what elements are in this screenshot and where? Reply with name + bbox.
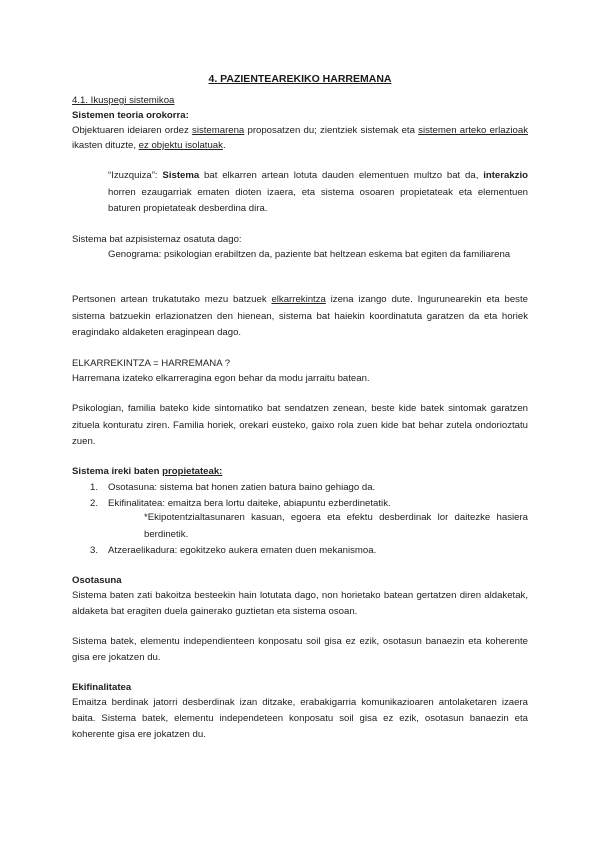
text: “Izuzquiza”: [108, 170, 163, 181]
underlined-term: sistemen arteko erlazioak [418, 125, 528, 136]
ekifinalitatea-heading: Ekifinalitatea [72, 682, 132, 693]
text: proposatzen du; zientziek sistemak eta [244, 125, 419, 136]
list-number: 1. [90, 482, 99, 493]
properties-heading [72, 464, 528, 479]
text: Sistema ireki baten [72, 466, 163, 477]
text: Objektuaren ideiaren ordez [72, 125, 193, 136]
osotasuna-heading: Osotasuna [72, 575, 122, 586]
list-note: *Ekipotentzialtasunaren kasuan, egoera eta efektu desberdinak lor daitezke hasiera berdinetik. [144, 512, 528, 540]
osotasuna-paragraph-2: Sistema batek, elementu independienteen konposatu soil gisa ez ezik, osotasun banaezin eta koherente gisa ere jokatzen du. [72, 636, 528, 663]
list-text: Osotasuna: sistema bat honen zatien batura baino gehiago da. [108, 482, 376, 493]
paragraph-psikologian: Psikologian, familia bateko kide sintomatiko bat sendatzen zenean, beste kide batek sintomak garatzen zituela konturatu ziren. Familia horiek, orekari eusteko, gaixo rola zuen kide bat behar zutela ondorioztatu zuen. [72, 403, 528, 447]
text: horren ezaugarriak ematen dioten izaera, eta sistema osoaren propietateak eta elementuen baturen propietateak desberdina dira. [108, 186, 528, 214]
ekifinalitatea-paragraph: Emaitza berdinak jatorri desberdinak izan ditzake, erabakigarria komunikazioaren antolaketaren izaera baita. Sistema batek, elementu independeteen konposatu soil gisa ez ezik, osotasun banaezin eta koherente gisa ere jokatzen du. [72, 697, 528, 740]
underlined-term: propietateak: [162, 466, 223, 477]
bold-term: Sistema [162, 170, 200, 181]
underlined-term: elkarrekintza [271, 294, 326, 305]
list-number: 2. [90, 498, 99, 509]
list-text: Atzeraelikadura: egokitzeko aukera ematen duen mekanismoa. [108, 545, 377, 556]
text: Pertsonen artean trukatutako mezu batzuek [72, 294, 272, 305]
text: bat elkarren artean lotuta dauden elementuen multzo bat da, [199, 170, 484, 181]
paragraph-elkarrekintza [72, 292, 528, 342]
underlined-term: sistemarena [192, 125, 245, 136]
section-heading: 4.1. Ikuspegi sistemikoa [72, 95, 175, 106]
osotasuna-paragraph-1: Sistema baten zati bakoitza besteekin hain lotutata dago, non horietako batean gertatzen diren aldaketak, aldaketa bat eragiten duela gainerako guztietan eta sistema osoan. [72, 590, 528, 617]
text: izena izango dute. Ingurunearekin eta beste sistema batzuekin erlazionatzen den hienean, sistema bat haiekin koordinatuta garatzen da eta horiek eragindako aldaketen eraginpean dago. [72, 294, 528, 338]
text: . [222, 140, 226, 151]
paragraph-objects [72, 123, 528, 153]
bold-term: interakzio [483, 170, 528, 181]
subsystems-intro: Sistema bat azpisistemaz osatuta dago: [72, 234, 242, 245]
list-text: Ekifinalitatea: emaitza bera lortu daiteke, abiapuntu ezberdinetatik. [108, 498, 391, 509]
paragraph-harremana: Harremana izateko elkarreragina egon behar da modu jarraitu batean. [72, 373, 370, 384]
page-title: 4. PAZIENTEAREKIKO HARREMANA [208, 73, 392, 85]
list-item [72, 496, 528, 511]
properties-list-cont [72, 543, 528, 558]
equation-line: ELKARREKINTZA = HARREMANA ? [72, 358, 231, 369]
underlined-term: ez objektu isolatuak [138, 140, 223, 151]
text: ikasten dituzte, [72, 140, 139, 151]
list-number: 3. [90, 545, 99, 556]
properties-list [72, 480, 528, 511]
genograma-definition: Genograma: psikologian erabiltzen da, paziente bat heltzean eskema bat egiten da familiarena [108, 249, 511, 260]
subheading-theory: Sistemen teoria orokorra: [72, 110, 189, 121]
quote-izuzquiza [108, 168, 528, 218]
list-item [72, 480, 528, 495]
list-item [72, 543, 528, 558]
